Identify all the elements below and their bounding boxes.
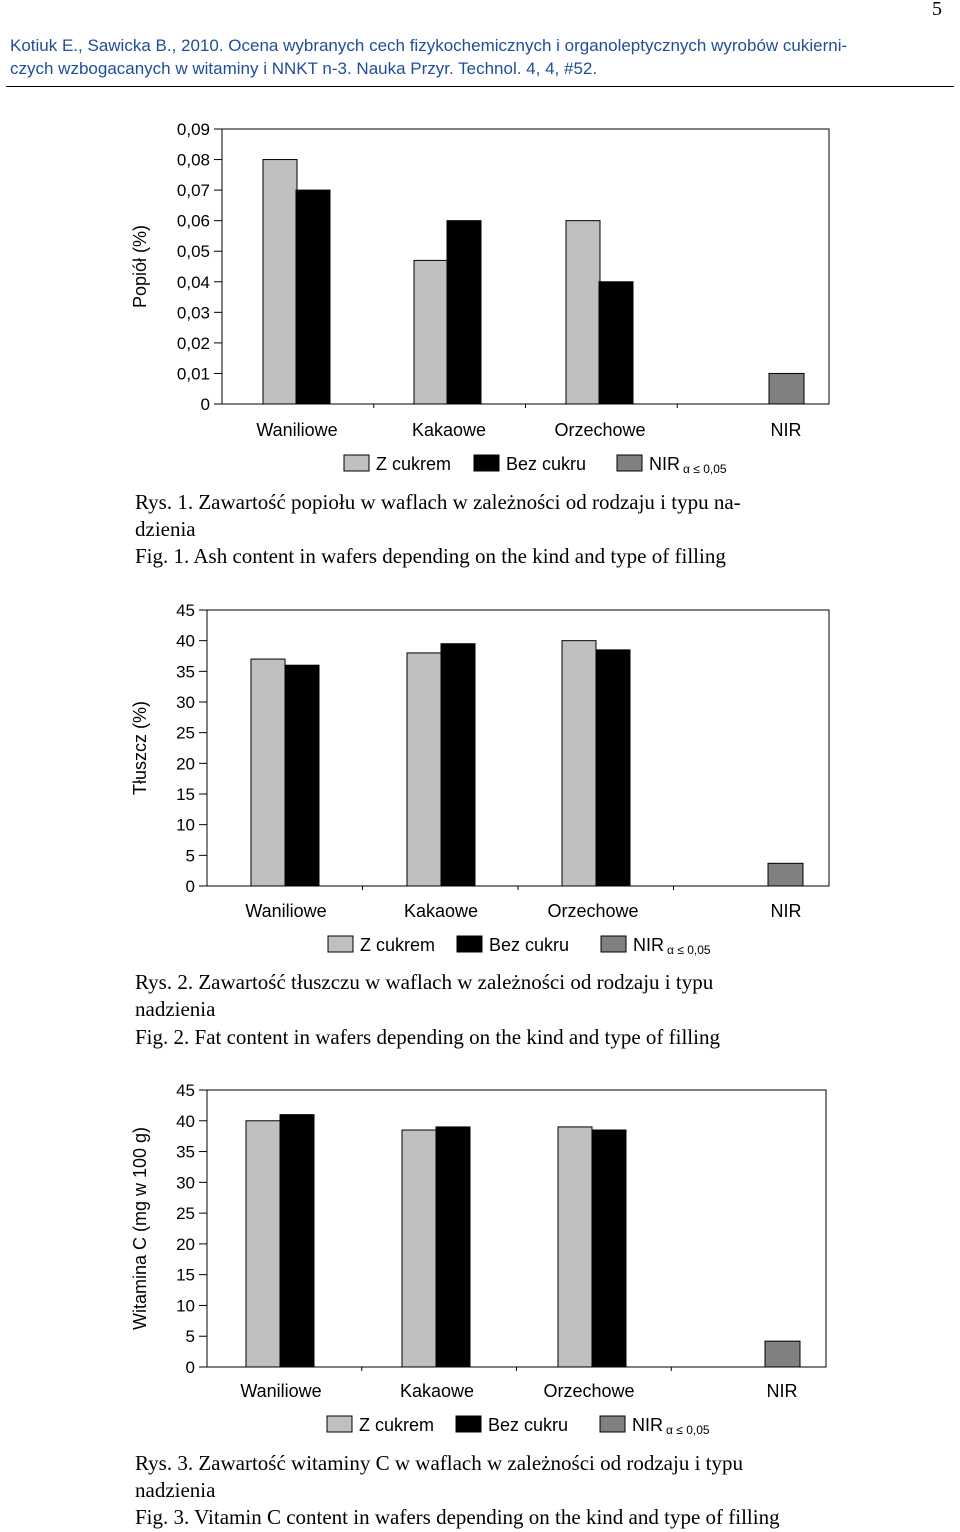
figure-1-label-pl: Rys. 1. [135, 490, 194, 514]
y-tick-label: 25 [176, 1204, 195, 1224]
figure-1-label-en: Fig. 1. [135, 544, 190, 568]
figure-3-text-pl: Zawartość witaminy C w waflach w zależności od rodzaju i typu [198, 1451, 744, 1475]
x-category-label: Kakaowe [411, 420, 487, 440]
y-tick-label: 30 [176, 1173, 195, 1193]
page-number: 5 [932, 0, 942, 20]
y-tick-label: 15 [176, 1265, 195, 1285]
y-tick-label: 0,09 [176, 120, 210, 139]
figure-3-label-pl: Rys. 3. [135, 1451, 194, 1475]
y-tick-label: 45 [176, 601, 195, 620]
y-tick-label: 35 [176, 1142, 195, 1162]
y-tick-label: 0,04 [176, 272, 210, 292]
figure-2-caption-pl-cont: nadzienia [135, 997, 216, 1021]
citation-line-1: Kotiuk E., Sawicka B., 2010. Ocena wybranych cech fizykochemicznych i organoleptycznych wyrobów cukierni- [10, 36, 848, 55]
legend-z-cukrem-label: Z cukrem [376, 454, 452, 474]
y-tick-label: 30 [176, 693, 195, 712]
bar-bez-cukru [280, 1115, 314, 1367]
y-tick-label: 20 [176, 1234, 195, 1254]
y-tick-label: 0,06 [176, 211, 210, 231]
x-category-label: Waniliowe [245, 901, 327, 921]
bar-z-cukrem [558, 1127, 592, 1367]
y-tick-label: 40 [176, 631, 195, 651]
figure-1-text-en: Ash content in wafers depending on the kind and type of filling [193, 544, 726, 568]
y-tick-label: 10 [176, 1296, 195, 1316]
citation-line-2: czych wzbogacanych w witaminy i NNKT n-3. Nauka Przyr. Technol. 4, 4, #52. [10, 59, 598, 78]
x-category-label: NIR [770, 901, 802, 921]
x-category-label: NIR [770, 420, 802, 440]
y-axis-label: Popiół (%) [130, 224, 150, 309]
x-category-label: NIR [766, 1381, 798, 1401]
bar-bez-cukru [592, 1130, 626, 1367]
legend-nir-label: NIR [632, 1415, 663, 1435]
x-category-label: Waniliowe [256, 420, 338, 440]
bar-nir [765, 1341, 800, 1367]
figure-2-text-en: Fat content in wafers depending on the kind and type of filling [194, 1025, 720, 1049]
figure-2-label-pl: Rys. 2. [135, 970, 194, 994]
y-tick-label: 25 [176, 723, 195, 743]
legend-bez-cukru-label: Bez cukru [506, 454, 587, 474]
figure-3-label-en: Fig. 3. [135, 1505, 190, 1529]
bar-z-cukrem [402, 1130, 436, 1367]
y-tick-label: 0 [200, 395, 210, 414]
bar-bez-cukru [436, 1127, 470, 1367]
legend-z-cukrem-label: Z cukrem [359, 1415, 435, 1435]
figure-1-text-pl: Zawartość popiołu w waflach w zależności od rodzaju i typu na- [198, 490, 741, 514]
y-tick-label: 40 [176, 1111, 195, 1131]
x-category-label: Orzechowe [547, 901, 639, 921]
figure-1-caption-pl-cont: dzienia [135, 517, 196, 541]
y-tick-label: 35 [176, 662, 195, 682]
y-tick-label: 0,01 [176, 364, 210, 384]
y-tick-label: 0 [185, 1358, 195, 1377]
figure-2-label-en: Fig. 2. [135, 1025, 190, 1049]
y-tick-label: 5 [185, 846, 195, 866]
figure-3-caption-pl-cont: nadzienia [135, 1478, 216, 1502]
x-category-label: Kakaowe [399, 1381, 475, 1401]
y-tick-label: 0,02 [176, 333, 210, 353]
y-tick-label: 0,03 [176, 303, 210, 323]
y-axis-label: Witamina C (mg w 100 g) [130, 1126, 150, 1331]
legend-nir-subscript: α ≤ 0,05 [666, 1423, 710, 1437]
x-category-label: Kakaowe [403, 901, 479, 921]
legend-z-cukrem-label: Z cukrem [360, 935, 436, 955]
bar-z-cukrem [246, 1121, 280, 1367]
legend-bez-cukru-swatch [456, 1416, 481, 1432]
legend-bez-cukru-label: Bez cukru [488, 1415, 569, 1435]
y-tick-label: 0 [185, 877, 195, 896]
y-tick-label: 0,05 [176, 242, 210, 262]
figure-3-caption-en [135, 1504, 840, 1531]
legend-bez-cukru-label: Bez cukru [489, 935, 570, 955]
x-category-label: Orzechowe [554, 420, 646, 440]
legend-nir-swatch [600, 1416, 625, 1432]
figure-2-text-pl: Zawartość tłuszczu w waflach w zależności od rodzaju i typu [198, 970, 714, 994]
legend-nir-subscript: α ≤ 0,05 [683, 462, 727, 476]
y-tick-label: 0,08 [176, 150, 210, 170]
legend-nir-label: NIR [633, 935, 664, 955]
y-tick-label: 0,07 [176, 181, 210, 201]
y-axis-label: Tłuszcz (%) [130, 701, 150, 795]
legend-nir-subscript: α ≤ 0,05 [667, 943, 711, 957]
y-tick-label: 20 [176, 754, 195, 774]
figure-3-text-en: Vitamin C content in wafers depending on the kind and type of filling [194, 1505, 780, 1529]
legend-nir-label: NIR [649, 454, 680, 474]
y-tick-label: 10 [176, 815, 195, 835]
y-tick-label: 5 [185, 1327, 195, 1347]
x-category-label: Orzechowe [543, 1381, 635, 1401]
x-category-label: Waniliowe [240, 1381, 322, 1401]
figure-3-caption-pl [135, 1450, 840, 1477]
legend-z-cukrem-swatch [327, 1416, 352, 1432]
y-tick-label: 45 [176, 1081, 195, 1100]
y-tick-label: 15 [176, 785, 195, 804]
